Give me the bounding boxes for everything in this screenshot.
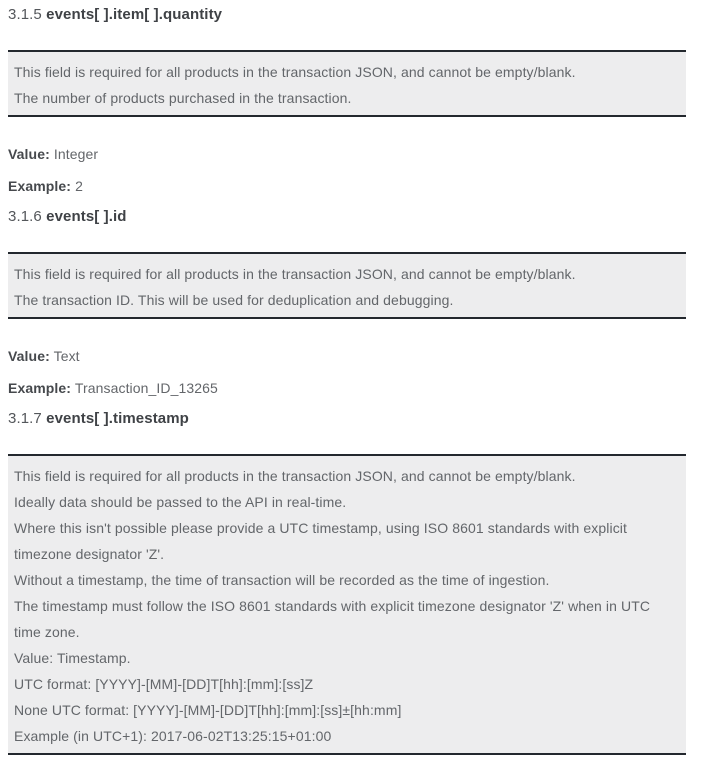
description-line: The timestamp must follow the ISO 8601 standards with explicit timezone designator 'Z' when in UTC time zone. — [14, 598, 651, 640]
description-line: Example (in UTC+1): 2017-06-02T13:25:15+01:00 — [14, 728, 332, 744]
description-line: This field is required for all products in the transaction JSON, and cannot be empty/blank. — [14, 266, 576, 282]
description-line: This field is required for all products in the transaction JSON, and cannot be empty/blank. — [14, 64, 576, 80]
value-type-row — [8, 147, 686, 161]
field-description-box — [8, 454, 686, 755]
description-line: Value: Timestamp. — [14, 650, 131, 666]
section-field-name: events[ ].item[ ].quantity — [46, 6, 223, 23]
example-text: 2 — [75, 178, 83, 194]
section-events-id — [8, 210, 686, 395]
description-line: Without a timestamp, the time of transaction will be recorded as the time of ingestion. — [14, 572, 550, 588]
value-type-row — [8, 349, 686, 363]
description-line: None UTC format: [YYYY]-[MM]-[DD]T[hh]:[mm]:[ss]±[hh:mm] — [14, 702, 402, 718]
section-number: 3.1.5 — [8, 6, 42, 23]
section-heading — [8, 412, 686, 426]
value-label: Value: — [8, 146, 50, 162]
description-line: This field is required for all products in the transaction JSON, and cannot be empty/blank. — [14, 468, 576, 484]
section-events-item-quantity — [8, 8, 686, 193]
description-line: Where this isn't possible please provide a UTC timestamp, using ISO 8601 standards with explicit timezone designator 'Z'. — [14, 520, 627, 562]
section-number: 3.1.7 — [8, 410, 42, 427]
section-field-name: events[ ].timestamp — [46, 410, 189, 427]
field-description-box — [8, 252, 686, 319]
value-label: Value: — [8, 348, 50, 364]
example-label: Example: — [8, 380, 72, 396]
example-text: Transaction_ID_13265 — [74, 380, 218, 396]
section-events-timestamp — [8, 412, 686, 755]
section-heading — [8, 8, 686, 22]
section-heading — [8, 210, 686, 224]
example-row — [8, 381, 686, 395]
description-line: UTC format: [YYYY]-[MM]-[DD]T[hh]:[mm]:[ss]Z — [14, 676, 314, 692]
example-label: Example: — [8, 178, 72, 194]
section-field-name: events[ ].id — [46, 208, 127, 225]
field-description-box — [8, 50, 686, 117]
description-line: Ideally data should be passed to the API in real-time. — [14, 494, 347, 510]
example-row — [8, 179, 686, 193]
value-text: Text — [53, 348, 80, 364]
description-line: The number of products purchased in the transaction. — [14, 90, 352, 106]
value-text: Integer — [53, 146, 99, 162]
section-number: 3.1.6 — [8, 208, 42, 225]
description-line: The transaction ID. This will be used for deduplication and debugging. — [14, 292, 454, 308]
